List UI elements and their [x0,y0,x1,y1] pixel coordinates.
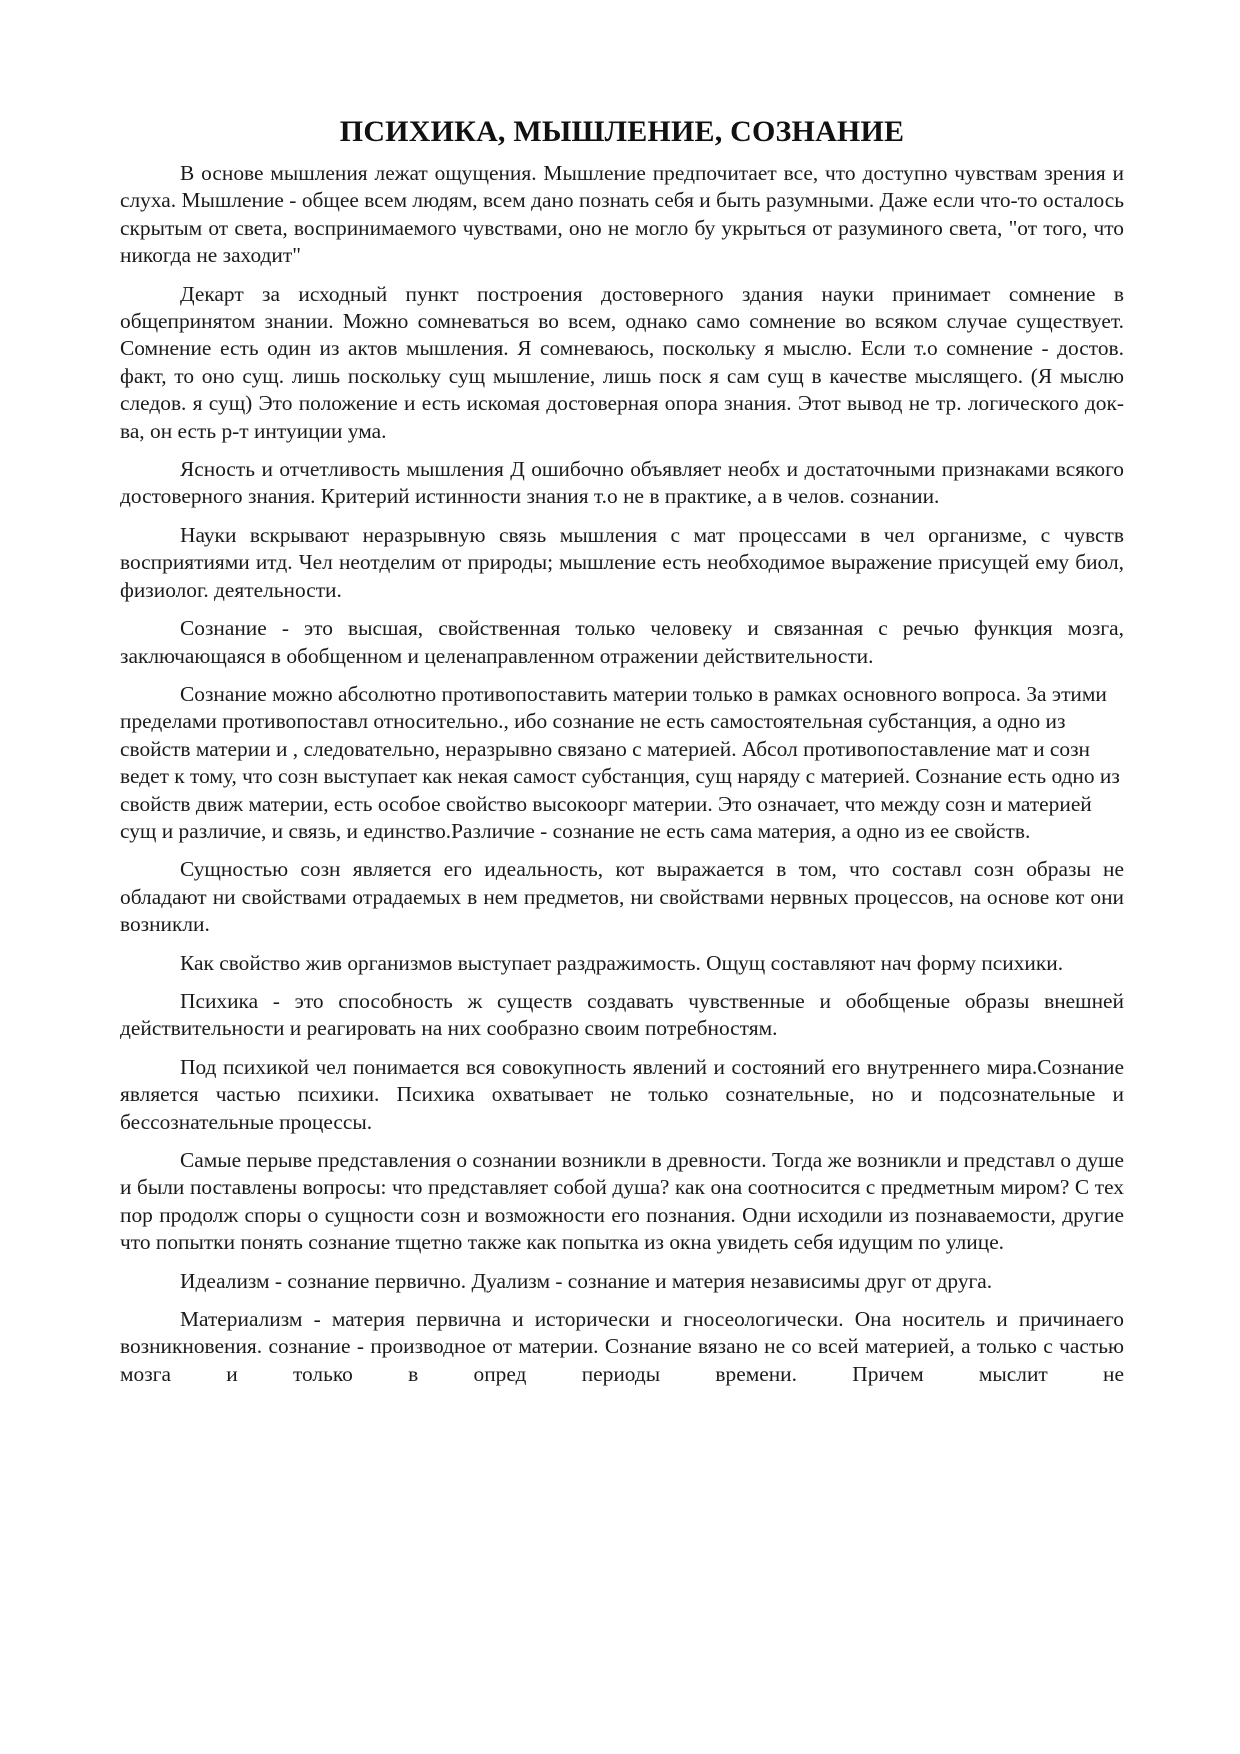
paragraph-descartes-doubt: Декарт за исходный пункт построения достоверного здания науки принимает сомнение в общепринятом знании. Можно сомневаться во всем, однако само сомнение во всяком случае существует. Сомнение есть один из актов мышления. Я сомневаюсь, поскольку я мыслю. Если т.о сомнение - достов. факт, то оно сущ. лишь поскольку сущ мышление, лишь поск я сам сущ в качестве мыслящего. (Я мыслю следов. я сущ) Это положение и есть искомая достоверная опора знания. Этот вывод не тр. логического док-ва, он есть р-т интуиции ума. [120,281,1124,443]
document-page [120,112,1124,1399]
document-title: ПСИХИКА, МЫШЛЕНИЕ, СОЗНАНИЕ [339,115,905,148]
paragraph-consciousness-vs-matter: Сознание можно абсолютно противопоставить материи только в рамках основного вопроса. За этими пределами противопоставл относительно., ибо сознание не есть самостоятельная субстанция, а одно из свойств материи и , следовательно, неразрывно связано с материей. Абсол противопоставление мат и созн ведет к тому, что созн выступает как некая самост субстанция, сущ наряду с материей. Сознание есть одно из свойств движ материи, есть особое свойство высокоорг материи. Это означает, что между созн и материей сущ и различие, и связь, и единство.Различие - сознание не есть сама материя, а одно из ее свойств. [120,681,1120,843]
paragraph-irritability: Как свойство жив организмов выступает раздражимость. Ощущ составляют нач форму психики. [180,950,1064,975]
paragraph-idealism-dualism: Идеализм - сознание первично. Дуализм - сознание и материя независимы друг от друга. [180,1268,993,1293]
paragraph-psyche-scope: Под психикой чел понимается вся совокупность явлений и состояний его внутреннего мира.Сознание является частью психики. Психика охватывает не только сознательные, но и подсознательные и бессознательные процессы. [120,1054,1124,1134]
paragraph-early-ideas: Самые перыве представления о сознании возникли в древности. Тогда же возникли и представл о душе и были поставлены вопросы: что представляет собой душа? как она соотносится с предметным миром? С тех пор продолж споры о сущности созн и возможности его познания. Одни исходили из познаваемости, другие что попытки понять сознание тщетно также как попытка из окна увидеть себя идущим по улице. [120,1148,1124,1255]
paragraph-materialism: Материализм - материя первична и исторически и гносеологически. Она носитель и причинаего возникновения. сознание - производное от материи. Сознание вязано не со всей материей, а только с частью мозга и только в опред периоды времени. Причем мыслит не [120,1307,1124,1386]
paragraph-psyche-definition: Психика - это способность ж существ создавать чувственные и обобщеные образы внешней действительности и реагировать на них сообразно своим потребностям. [120,988,1124,1041]
paragraph-ideality: Сущностью созн является его идеальность, кот выражается в том, что составл созн образы не обладают ни свойствами отрадаемых в нем предметов, ни свойствами нервных процессов, на основе кот они возникли. [120,857,1124,937]
paragraph-sensations: В основе мышления лежат ощущения. Мышление предпочитает все, что доступно чувствам зрения и слуха. Мышление - общее всем людям, всем дано познать себя и быть разумными. Даже если что-то осталось скрытым от света, воспринимаемого чувствами, оно не могло бу укрыться от разуминого света, "от того, что никогда не заходит" [120,161,1124,268]
paragraph-clarity-criterion: Ясность и отчетливость мышления Д ошибочно объявляет необх и достаточными признаками всякого достоверного знания. Критерий истинности знания т.о не в практике, а в челов. сознании. [120,457,1124,509]
paragraph-sciences-link: Науки вскрывают неразрывную связь мышления с мат процессами в чел организме, с чувств восприятиями итд. Чел неотделим от природы; мышление есть необходимое выражение присущей ему биол, физиолог. деятельности. [120,522,1124,602]
paragraph-consciousness-definition: Сознание - это высшая, свойственная только человеку и связанная с речью функция мозга, заключающаяся в обобщенном и целенаправленном отражении действительности. [120,616,1124,668]
